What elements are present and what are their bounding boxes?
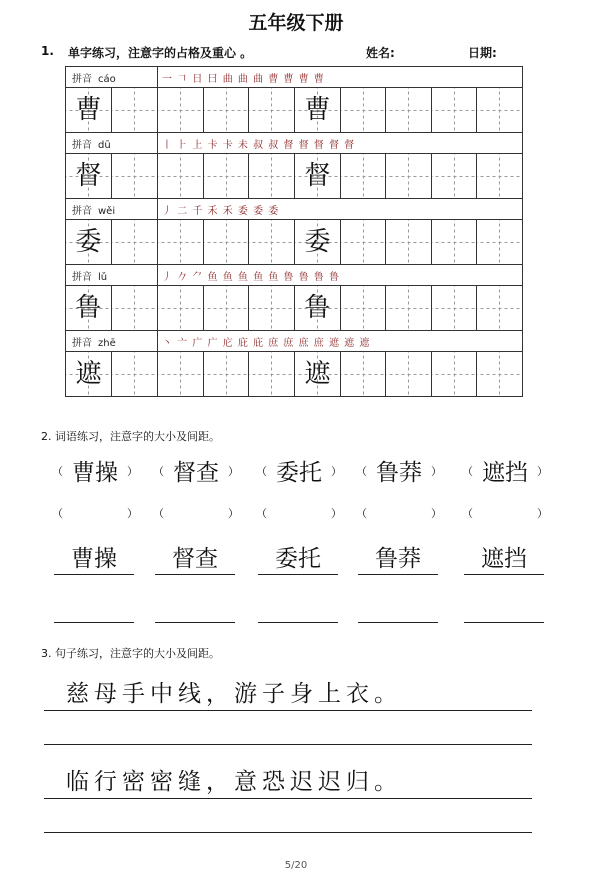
model-word-line — [54, 540, 134, 575]
writing-cell[interactable] — [341, 154, 386, 199]
pinyin-label: 拼音 — [72, 205, 92, 217]
trace-char: 督 — [304, 161, 331, 191]
char-practice-grid — [65, 66, 523, 397]
writing-cell[interactable] — [249, 286, 295, 331]
blank-close: ） — [431, 507, 442, 520]
word-writing-line[interactable] — [358, 588, 438, 623]
writing-cell[interactable] — [341, 220, 386, 265]
writing-cell — [295, 286, 341, 331]
paren-close: ） — [331, 464, 342, 478]
blank-open: （ — [462, 507, 473, 520]
writing-cell[interactable] — [432, 286, 477, 331]
model-word: 曹操 — [71, 546, 117, 572]
paren-open: （ — [256, 464, 267, 478]
writing-cell[interactable] — [112, 154, 158, 199]
date-label: 日期: — [468, 46, 497, 60]
blank-close: ） — [331, 507, 342, 520]
word-text: 督查 — [173, 460, 219, 486]
writing-cell[interactable] — [204, 154, 249, 199]
writing-cell[interactable] — [249, 220, 295, 265]
word-writing-line[interactable] — [155, 588, 235, 623]
writing-cell[interactable] — [204, 352, 249, 397]
pinyin-row — [66, 331, 523, 352]
writing-cell[interactable] — [432, 352, 477, 397]
writing-cell[interactable] — [386, 286, 432, 331]
writing-cell[interactable] — [477, 220, 523, 265]
pinyin-label: 拼音 — [72, 337, 92, 349]
word-writing-line[interactable] — [54, 588, 134, 623]
writing-cell[interactable] — [249, 154, 295, 199]
pinyin-blank[interactable] — [256, 505, 342, 521]
writing-cell[interactable] — [204, 88, 249, 133]
pinyin-row — [66, 133, 523, 154]
blank-close: ） — [228, 507, 239, 520]
model-word: 委托 — [275, 546, 321, 572]
paren-close: ） — [537, 464, 548, 478]
blank-close: ） — [537, 507, 548, 520]
model-char: 委 — [75, 227, 102, 257]
writing-cell — [66, 88, 112, 133]
model-word-line — [258, 540, 338, 575]
pinyin-cell — [66, 265, 158, 286]
pinyin-blank[interactable] — [52, 505, 138, 521]
pinyin-row — [66, 199, 523, 220]
section-2-heading: 2. 词语练习，注意字的大小及间距。 — [41, 430, 220, 443]
trace-char: 曹 — [304, 95, 331, 125]
sentence-writing-line[interactable] — [44, 714, 532, 745]
writing-cell[interactable] — [112, 286, 158, 331]
paren-open: （ — [153, 464, 164, 478]
writing-cell[interactable] — [112, 352, 158, 397]
pinyin-text: cáo — [98, 73, 116, 85]
pinyin-blank[interactable] — [356, 505, 442, 521]
writing-cell[interactable] — [477, 286, 523, 331]
writing-cell[interactable] — [249, 352, 295, 397]
sentence-model-line — [44, 760, 532, 799]
blank-close: ） — [127, 507, 138, 520]
writing-cell[interactable] — [158, 154, 204, 199]
writing-row — [66, 286, 523, 331]
paren-close: ） — [127, 464, 138, 478]
paren-close: ） — [431, 464, 442, 478]
writing-cell — [66, 220, 112, 265]
paren-open: （ — [356, 464, 367, 478]
worksheet-title: 五年级下册 — [248, 12, 344, 34]
writing-cell[interactable] — [432, 220, 477, 265]
stroke-order: 丿 𠂊 ⺈ 鱼 鱼 鱼 鱼 鱼 鲁 鲁 鲁 鲁 — [158, 265, 523, 286]
writing-row — [66, 88, 523, 133]
paren-open: （ — [462, 464, 473, 478]
stroke-order: 一 𠃍 日 曰 曲 曲 曲 曹 曹 曹 曹 — [158, 67, 523, 88]
section-1-number: 1. — [41, 44, 54, 58]
writing-cell[interactable] — [341, 88, 386, 133]
paren-open: （ — [52, 464, 63, 478]
word-text: 曹操 — [72, 460, 118, 486]
writing-cell[interactable] — [158, 352, 204, 397]
stroke-order: 丨 ⺊ 上 卡 卡 未 叔 叔 督 督 督 督 督 — [158, 133, 523, 154]
model-word: 督查 — [172, 546, 218, 572]
pinyin-label: 拼音 — [72, 139, 92, 151]
blank-open: （ — [153, 507, 164, 520]
blank-open: （ — [256, 507, 267, 520]
pinyin-text: wěi — [98, 205, 116, 217]
pinyin-cell — [66, 133, 158, 154]
pinyin-label: 拼音 — [72, 271, 92, 283]
writing-cell[interactable] — [341, 352, 386, 397]
section-1-heading: 单字练习，注意字的占格及重心 。 — [68, 46, 253, 60]
writing-cell[interactable] — [341, 286, 386, 331]
writing-cell[interactable] — [204, 220, 249, 265]
writing-cell[interactable] — [386, 220, 432, 265]
section-3-heading: 3. 句子练习，注意字的大小及间距。 — [41, 647, 220, 660]
word-with-parens — [52, 454, 138, 487]
writing-cell — [66, 352, 112, 397]
writing-cell[interactable] — [204, 286, 249, 331]
writing-cell — [66, 286, 112, 331]
word-text: 鲁莽 — [376, 460, 422, 486]
word-with-parens — [356, 454, 442, 487]
word-text: 委托 — [276, 460, 322, 486]
trace-char: 遮 — [304, 359, 331, 389]
pinyin-row — [66, 67, 523, 88]
writing-row — [66, 154, 523, 199]
name-label: 姓名: — [366, 46, 395, 60]
word-with-parens — [153, 454, 239, 487]
model-char: 鲁 — [75, 293, 102, 323]
writing-cell[interactable] — [477, 154, 523, 199]
pinyin-row — [66, 265, 523, 286]
pinyin-label: 拼音 — [72, 73, 92, 85]
model-word: 遮挡 — [481, 546, 527, 572]
word-with-parens — [462, 454, 548, 487]
pinyin-text: dū — [98, 139, 111, 151]
blank-open: （ — [52, 507, 63, 520]
writing-cell — [295, 352, 341, 397]
word-with-parens — [256, 454, 342, 487]
writing-cell[interactable] — [477, 88, 523, 133]
pinyin-blank[interactable] — [462, 505, 548, 521]
stroke-order: 丶 亠 广 广 庀 庇 庇 庶 庶 庶 庶 遮 遮 遮 — [158, 331, 523, 352]
writing-cell — [295, 154, 341, 199]
writing-cell[interactable] — [158, 220, 204, 265]
writing-cell[interactable] — [112, 88, 158, 133]
model-word-line — [155, 540, 235, 575]
sentence-text: 慈母手中线，游子身上衣。 — [66, 681, 402, 707]
pinyin-cell — [66, 67, 158, 88]
pinyin-cell — [66, 199, 158, 220]
writing-cell[interactable] — [386, 352, 432, 397]
stroke-order: 丿 二 千 禾 禾 委 委 委 — [158, 199, 523, 220]
word-writing-line[interactable] — [258, 588, 338, 623]
writing-cell[interactable] — [112, 220, 158, 265]
pinyin-blank[interactable] — [153, 505, 239, 521]
writing-cell[interactable] — [158, 286, 204, 331]
model-char: 督 — [75, 161, 102, 191]
writing-cell — [66, 154, 112, 199]
model-word-line — [358, 540, 438, 575]
sentence-text: 临行密密缝，意恐迟迟归。 — [66, 769, 402, 795]
word-writing-line[interactable] — [464, 588, 544, 623]
blank-open: （ — [356, 507, 367, 520]
writing-cell[interactable] — [386, 154, 432, 199]
writing-cell — [295, 88, 341, 133]
trace-char: 鲁 — [304, 293, 331, 323]
writing-cell[interactable] — [432, 88, 477, 133]
writing-cell[interactable] — [432, 154, 477, 199]
paren-close: ） — [228, 464, 239, 478]
word-text: 遮挡 — [482, 460, 528, 486]
pinyin-cell — [66, 331, 158, 352]
writing-row — [66, 352, 523, 397]
writing-cell[interactable] — [477, 352, 523, 397]
sentence-model-line — [44, 672, 532, 711]
model-word: 鲁莽 — [375, 546, 421, 572]
writing-row — [66, 220, 523, 265]
writing-cell — [295, 220, 341, 265]
writing-cell[interactable] — [386, 88, 432, 133]
pinyin-text: lǔ — [98, 271, 108, 283]
model-char: 遮 — [75, 359, 102, 389]
trace-char: 委 — [304, 227, 331, 257]
model-word-line — [464, 540, 544, 575]
page-number: 5/20 — [284, 860, 308, 871]
sentence-writing-line[interactable] — [44, 802, 532, 833]
writing-cell[interactable] — [158, 88, 204, 133]
writing-cell[interactable] — [249, 88, 295, 133]
pinyin-text: zhē — [98, 337, 116, 349]
model-char: 曹 — [75, 95, 102, 125]
